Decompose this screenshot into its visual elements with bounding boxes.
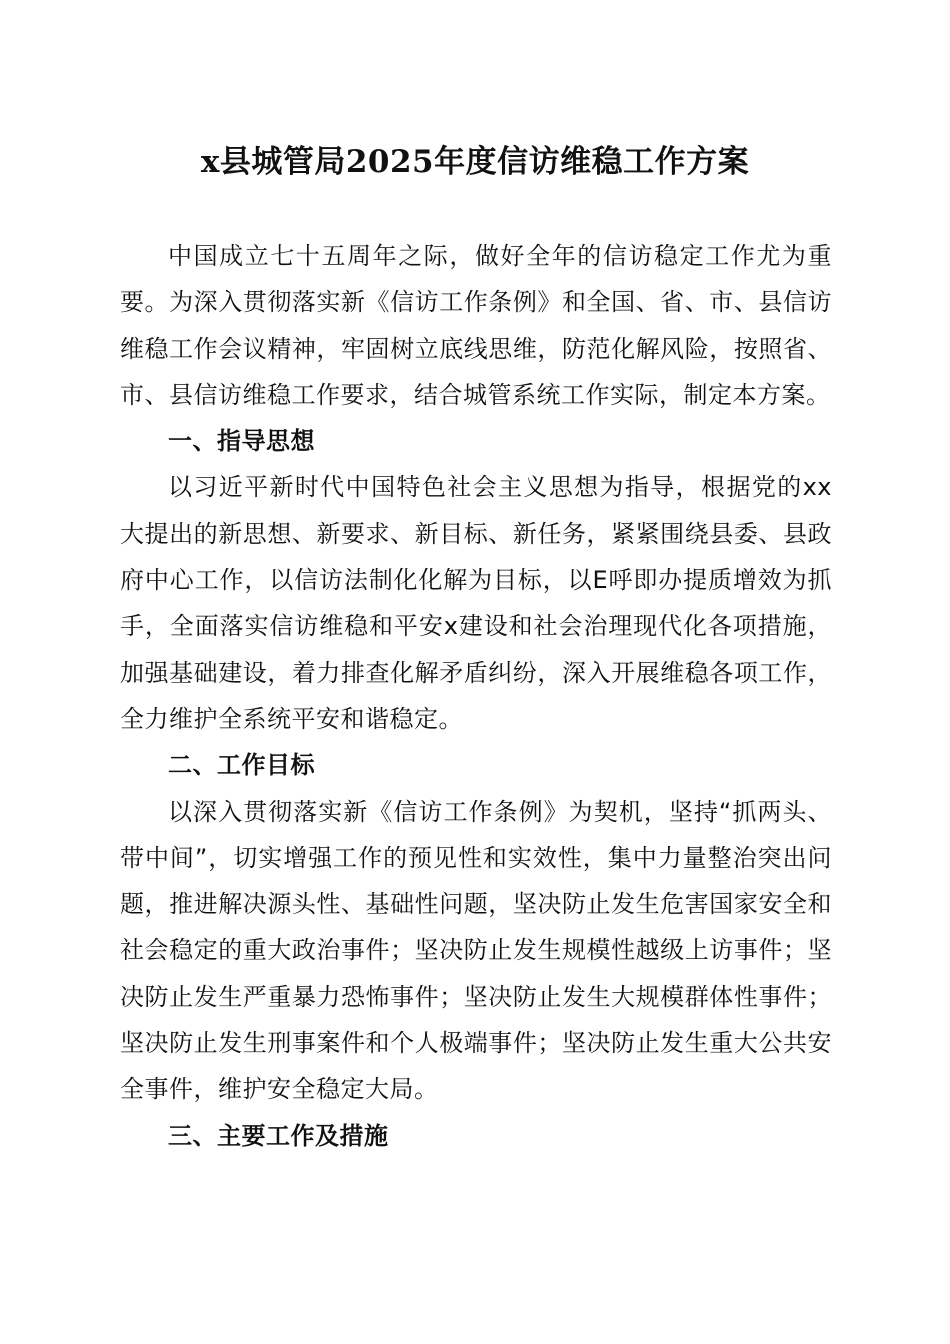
section-heading-work-goals: 二、工作目标 xyxy=(168,751,315,780)
section-heading-guiding-ideology: 一、指导思想 xyxy=(168,427,315,456)
section-body-work-goals: 以深入贯彻落实新《信访工作条例》为契机，坚持“抓两头、带中间”，切实增强工作的预见性和实效性，集中力量整治突出问题，推进解决源头性、基础性问题，坚决防止发生危害国家安全和社会稳定的重大政治事件；坚决防止发生规模性越级上访事件；坚决防止发生严重暴力恐怖事件；坚决防止发生大规模群体性事件；坚决防止发生刑事案件和个人极端事件；坚决防止发生重大公共安全事件，维护安全稳定大局。 xyxy=(120,797,832,1104)
intro-paragraph: 中国成立七十五周年之际，做好全年的信访稳定工作尤为重要。为深入贯彻落实新《信访工作条例》和全国、省、市、县信访维稳工作会议精神，牢固树立底线思维，防范化解风险，按照省、市、县信访维稳工作要求，结合城管系统工作实际，制定本方案。 xyxy=(120,242,832,409)
section-heading-main-measures: 三、主要工作及措施 xyxy=(168,1121,389,1150)
document-body xyxy=(120,233,832,1159)
section-body-guiding-ideology: 以习近平新时代中国特色社会主义思想为指导，根据党的xx大提出的新思想、新要求、新目标、新任务，紧紧围绕县委、县政府中心工作，以信访法制化化解为目标，以E呼即办提质增效为抓手，全面落实信访维稳和平安x建设和社会治理现代化各项措施，加强基础建设，着力排查化解矛盾纠纷，深入开展维稳各项工作，全力维护全系统平安和谐稳定。 xyxy=(120,473,832,733)
document-title: x县城管局2025年度信访维稳工作方案 xyxy=(200,144,750,180)
